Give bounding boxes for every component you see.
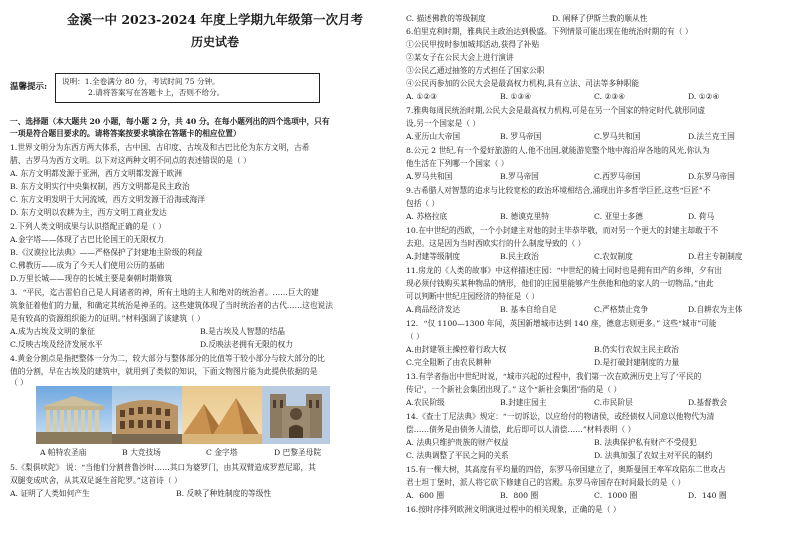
q15-option: B．800 圈: [500, 491, 539, 500]
q3-line: 是有较高的资源组织能力的证明。”材料强调了该建筑（ ）: [10, 314, 205, 323]
q4-line: 值的分割，早在古埃及的建筑中，就用到了类似的知识，下面文物图片能为此提供依据的是: [10, 367, 318, 376]
q12-option: C.完全阻断了由农民耕种: [406, 358, 491, 367]
q13-line: 13.有学者指出中世纪时说，“城市兴起的过程中，我们第一次在欧洲历史上写了‘平民的: [406, 372, 702, 381]
q7-option: D.法兰克王国: [688, 132, 735, 141]
q14-line: 14.《查士丁尼法典》规定：“一切诉讼，以应给付的物诸侯，或经债权人同意以他物代为清: [406, 412, 715, 421]
q1-option: C. 东方文明发明于大河流域，西方文明发源于沿海或海洋: [10, 195, 205, 204]
q8-line: 他生活在下列哪一个国家（ ）: [406, 159, 509, 168]
q13-option: D.基督教会: [688, 398, 728, 407]
q8-option: C.西罗马帝国: [594, 172, 641, 181]
q6-line: 6.伯里克利时期，雅典民主政治达到极盛。下列情景可能出现在他统治时期的有（ ）: [406, 27, 693, 36]
q3-option: D.反映法老拥有无限的权力: [200, 340, 293, 349]
q1-option: A. 东方文明都发源于亚洲，西方文明都发源于欧洲: [10, 169, 182, 178]
q10-line: 10.在中世纪的西欧，一个小封建主对他的封主毕恭毕敬，而对另一个更大的封建主却敢于不: [406, 226, 719, 235]
q8-option: B.罗马帝国: [500, 172, 539, 181]
q15-line: 15.有一棵大树，其高度有平均量的四倍，东罗马帝国建立了，奥斯曼国王率军攻陷东二世攻占: [406, 465, 726, 474]
q16-line: 16.按时序排列欧洲文明演进过程中的相关现象，正确的是（ ）: [406, 505, 621, 514]
q5-option: C. 描述佛教的等级制度: [406, 14, 486, 23]
q10-option: A.封建等级制度: [406, 252, 461, 261]
q6-statement: ②某女子在公民大会上进行演讲: [406, 53, 514, 62]
q10-option: D.君主专制制度: [688, 252, 743, 261]
q13-option: A.农民阶级: [406, 398, 445, 407]
q12-option: D.是打破封建制度的力量: [594, 358, 680, 367]
q11-option: B. 基本自给自足: [500, 305, 557, 314]
q9-line: 9.古希腊人对智慧的追求与比较宽松的政治环境相结合,涌现出许多哲学巨匠,这些“巨匠”不: [406, 186, 711, 195]
q4-line: （ ）: [10, 378, 28, 387]
q12-line: 12．“仅 1100—1300 年间，英国新增城市达到 140 座，德意志则更多。” 这些“城市”可能: [406, 319, 717, 328]
q9-option: D. 荷马: [688, 212, 715, 221]
q2-option: B.《汉谟拉比法典》——严格保护了封建地主阶级的利益: [10, 248, 203, 257]
q2-line: 2.下列人类文明成果与认识搭配正确的是（ ）: [10, 222, 166, 231]
notice-line-2: 2.请将答案写在答题卡上，否则不给分。: [88, 88, 225, 97]
q6-option: C. ②③④: [594, 92, 626, 101]
q6-option: A. ①②③: [406, 92, 438, 101]
q9-line: 包括（ ）: [406, 199, 440, 208]
q1-line: 腊、古罗马为西方文明。以下对这两种文明不同点的表述错误的是（ ）: [10, 156, 251, 165]
q5-line: 5.《梨俱吠陀》 说：“当他们分割普鲁沙时……其口为婆罗门，由其双臂造成罗惹尼耶，其: [10, 463, 316, 472]
q12-option: B.仍实行农奴主民主政治: [594, 345, 679, 354]
q5-option: A. 证明了人类如何产生: [10, 489, 90, 498]
q7-line: 7.雅典每周民统治时期,公民大会是最高权力机构,可是在另一个国家的特定时代,就形同虚: [406, 106, 706, 115]
q11-option: D.自耕农为主体: [688, 305, 743, 314]
q11-line: 现必须付钱购买某种物品的情形，他们的庄园里能够产生供他和他的家人的一切物品。”由此: [406, 279, 714, 288]
q12-option: A.由封建领主操控着行政大权: [406, 345, 507, 354]
q15-option: D．140 圈: [688, 491, 727, 500]
q11-option: C.严格禁止竞争: [594, 305, 649, 314]
q14-option: B. 法典保护私有财产不受侵犯: [594, 438, 697, 447]
q8-line: 8.公元 2 世纪,有一个爱好旅游的人,他不出国,就能游览整个地中海沿岸各地的风光,你认为: [406, 146, 710, 155]
exam-title: 金溪一中 2023-2024 年度上学期九年级第一次月考: [67, 12, 363, 27]
q7-option: C.罗马共和国: [594, 132, 641, 141]
q3-option: B.是古埃及人智慧的结晶: [200, 327, 285, 336]
q12-line: （ ）: [406, 332, 424, 341]
q13-option: C.市民阶层: [594, 398, 633, 407]
section-heading-1: 一、选择题（本大题共 20 小题，每小题 2 分，共 40 分。在每小题列出的四个选项中，只有: [10, 117, 330, 126]
q11-option: A.商品经济发达: [406, 305, 461, 314]
image-caption-c: C 金字塔: [206, 448, 238, 457]
q11-line: 可以判断中世纪庄园经济的特征是（ ）: [406, 292, 540, 301]
q3-option: A.成为古埃及文明的象征: [10, 327, 95, 336]
parthenon-image: [36, 386, 112, 444]
q14-option: A. 法典只维护贵族的财产权益: [406, 438, 509, 447]
q14-line: 偿……债务是由债务人清偿，此后即可以人清偿……”材料表明（ ）: [406, 425, 636, 434]
q10-option: C.农奴制度: [594, 252, 633, 261]
q10-option: B.民主政治: [500, 252, 539, 261]
q1-line: 1.世界文明分为东西方两大体系，古中国、古印度、古埃及和古巴比伦为东方文明，古希: [10, 143, 310, 152]
notice-box: [55, 73, 320, 103]
q3-option: C.反映古埃及经济发展水平: [10, 340, 103, 349]
section-heading-2: 一项是符合题目要求的。请将答案按要求填涂在答题卡的相应位置）: [10, 129, 241, 138]
q13-line: 传记’，一个新社会集团出现了。” 这个“新社会集团”指的是（ ）: [406, 385, 622, 394]
q1-option: B. 东方文明实行中央集权制，西方文明都是民主政治: [10, 182, 190, 191]
q3-line: 筑象征着他们的力量，和确定其统治是神圣的。这些建筑体现了当时统治者的古代……这也说法: [10, 301, 333, 310]
colosseum-image: [112, 386, 182, 444]
q15-option: C．1000 圈: [594, 491, 638, 500]
q6-option: B. ①③④: [500, 92, 532, 101]
image-caption-b: B 大竞技场: [122, 448, 161, 457]
q14-option: C. 法典调整了平民之间的关系: [406, 451, 509, 460]
q8-option: A.罗马共和国: [406, 172, 453, 181]
q10-line: 去迎。这是因为当时西欧实行的什么制度导致的（ ）: [406, 239, 586, 248]
exam-subtitle: 历史试卷: [190, 35, 239, 49]
q15-line: 君士坦丁堡时，派人将它砍下修建自己的宫殿。东罗马帝国存在时间最长的是（ ）: [406, 478, 686, 487]
q6-option: D. ①②④: [688, 92, 720, 101]
q9-option: B. 德谟克里特: [500, 212, 549, 221]
q6-statement: ③公民乙通过抽签的方式担任了国家公职: [406, 66, 545, 75]
notice-label: 温馨提示:: [10, 82, 48, 92]
notre-dame-image: [262, 386, 330, 444]
q5-option: D. 阐释了伊斯兰教的顺从性: [552, 14, 648, 23]
q2-option: A.金字塔——体现了古巴比伦国王的无限权力: [10, 235, 165, 244]
q7-option: A.亚历山大帝国: [406, 132, 461, 141]
image-caption-a: A 帕特农圣庙: [40, 448, 87, 457]
q4-line: 4.黄金分割点是指把整体一分为二，较大部分与整体部分的比值等于较小部分与较大部分的比: [10, 354, 325, 363]
q7-option: B. 罗马帝国: [500, 132, 542, 141]
pyramids-image: [182, 386, 262, 444]
image-caption-d: D 巴黎圣母院: [274, 448, 322, 457]
q5-option: B. 反映了种姓制度的等级性: [176, 489, 272, 498]
q9-option: A. 苏格拉底: [406, 212, 448, 221]
q1-option: D. 东方文明以农耕为主，西方文明工商业发达: [10, 208, 167, 217]
q8-option: D.东罗马帝国: [688, 172, 735, 181]
q2-option: D.万里长城——现存的长城主要是秦朝时期修筑: [10, 274, 173, 283]
q6-statement: ①公民甲按时参加城邦活动,获得了补贴: [406, 40, 540, 49]
q6-statement: ④公民丙参加的公民大会是最高权力机构,具有立法、司法等多种职能: [406, 79, 640, 88]
q3-line: 3．“平民，迄古雷伯自己是人间诸者的神，所有土地的主人和绝对的统治者。……巨大的建: [10, 288, 319, 297]
q13-option: B.封建庄园主: [500, 398, 547, 407]
q11-line: 11.房龙的《人类的故事》中这样描述庄园：“中世纪的骑士同时也是拥有田产的乡绅，夕有出: [406, 266, 722, 275]
q2-option: C.佛教历——成为了今天人们使用公历的基础: [10, 261, 165, 270]
q5-line: 双腿变成吠舍，从其双足诞生首陀罗。”这首诗（ ）: [10, 476, 182, 485]
q9-option: C. 亚里士多德: [594, 212, 643, 221]
q15-option: A．600 圈: [406, 491, 445, 500]
q7-line: 设,另一个国家是（ ）: [406, 119, 481, 128]
notice-line-1: 说明：1.全卷满分 80 分，考试时间 75 分钟。: [62, 77, 220, 86]
q14-option: D. 法典加强了农奴主对平民的制约: [594, 451, 713, 460]
